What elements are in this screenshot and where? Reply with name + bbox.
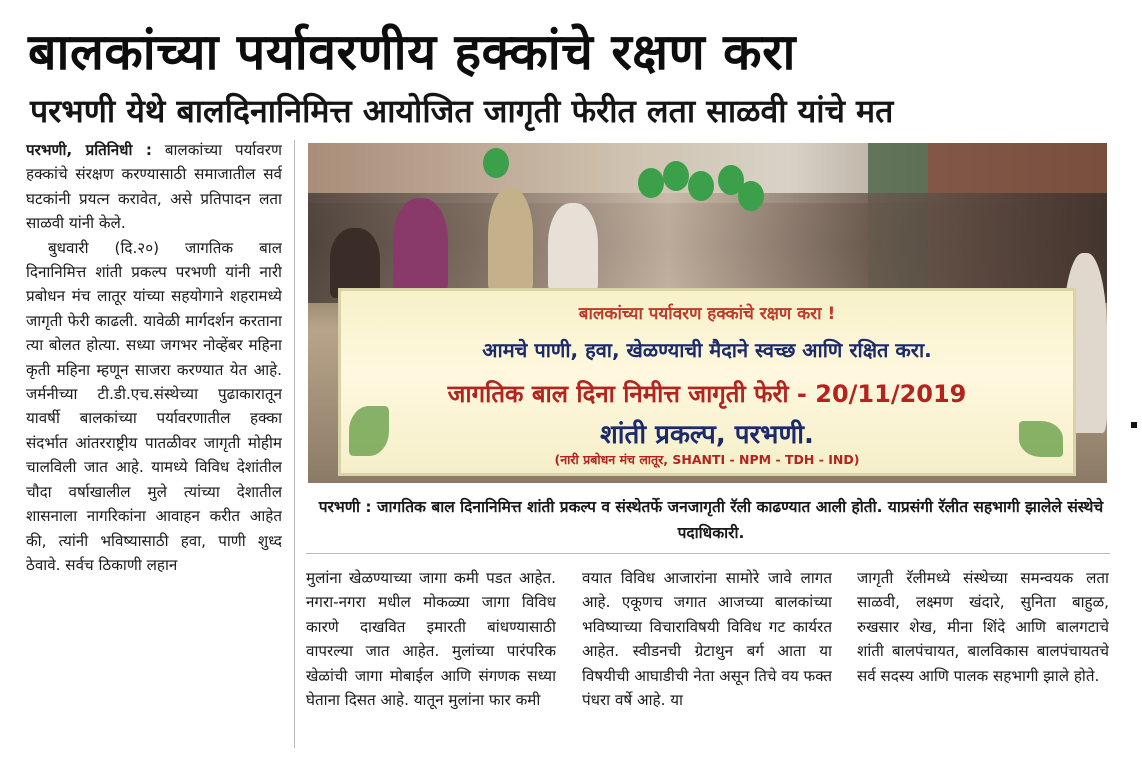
balloon-icon — [483, 148, 509, 178]
banner-line-1: बालकांच्या पर्यावरण हक्कांचे रक्षण करा ! — [578, 304, 836, 324]
subheadline: परभणी येथे बालदिनानिमित्त आयोजित जागृती फेरीत लता साळवी यांचे मत — [30, 92, 894, 130]
banner-line-5: (नारी प्रबोधन मंच लातूर, SHANTI - NPM - TDH - IND) — [554, 452, 860, 467]
margin-mark — [1131, 422, 1137, 428]
news-photo — [308, 143, 1107, 483]
lead-paragraph: बालकांच्या पर्यावरण हक्कांचे संरक्षण करण्यासाठी समाजातील सर्व घटकांनी प्रयत्न करावेत, असे प्रतिपादन लता साळवी यांनी केले. — [26, 141, 282, 233]
photo-caption: परभणी : जागतिक बाल दिनानिमित्त शांती प्रकल्प व संस्थेतर्फे जनजागृती रॅली काढण्यात आली होती. याप्रसंगी रॅलीत सहभागी झालेले संस्थेचे पदाधिकारी. — [318, 498, 1104, 542]
banner-line-3: जागतिक बाल दिना निमीत्त जागृती फेरी - 20/11/2019 — [447, 380, 967, 408]
article-column-2 — [306, 566, 556, 746]
dateline: परभणी, प्रतिनिधी : — [26, 141, 152, 159]
article-column-3 — [582, 566, 832, 746]
article-column-1 — [26, 138, 282, 748]
article-column-4 — [857, 566, 1109, 746]
balloon-icon — [663, 161, 689, 191]
balloon-icon — [688, 171, 714, 201]
person-figure — [393, 198, 448, 293]
person-figure — [488, 188, 533, 293]
banner-line-2: आमचे पाणी, हवा, खेळण्याची मैदाने स्वच्छ आणि रक्षित करा. — [482, 338, 932, 362]
body-paragraph: जागृती रॅलीमध्ये संस्थेच्या समन्वयक लता साळवी, लक्ष्मण खंदारे, सुनिता बाहुळ, रुखसार शेख, मीना शिंदे आणि बालगटाचे शांती बालपंचायत, बालविकास बालपंचायतचे सर्व सदस्य आणि पालक सहभागी झाले होते. — [857, 569, 1109, 685]
caption-divider — [306, 553, 1110, 554]
body-paragraph: मुलांना खेळण्याच्या जागा कमी पडत आहेत. नगरा-नगरा मधील मोकळ्या जागा विविध कारणे दाखवित इमारती बांधण्यासाठी वापरल्या जात आहेत. मुलांच्या पारंपरिक खेळांची जागा मोबाईल आणि संगणक सध्या घेताना दिसत आहे. यातून मुलांना फार कमी — [306, 569, 556, 710]
balloon-icon — [638, 168, 664, 198]
body-paragraph: वयात विविध आजारांना सामोरे जावे लागत आहे. एकूणच जगात आजच्या बालकांच्या भविष्याच्या विचाराविषयी विविध गट कार्यरत आहेत. स्वीडनची ग्रेटाथुन बर्ग आता या विषयीची आघाडीची नेता असून तिचे वय फक्त पंधरा वर्षे आहे. या — [582, 569, 832, 710]
person-figure — [548, 203, 598, 293]
headline: बालकांच्या पर्यावरणीय हक्कांचे रक्षण करा — [28, 23, 796, 81]
body-paragraph: बुधवारी (दि.२०) जागतिक बाल दिनानिमित्त शांती प्रकल्प परभणी यांनी नारी प्रबोधन मंच लातूर यांच्या सहयोगाने शहरामध्ये जागृती फेरी काढली. यावेळी मार्गदर्शन करताना त्या बोलत होत्या. सध्या जगभर नोव्हेंबर महिना कृती महिना म्हणून साजरा करण्यात येत आहे. जर्मनीच्या टी.डी.एच.संस्थेच्या पुढाकारातून यावर्षी बालकांच्या पर्यावरणातील हक्का संदर्भात आंतरराष्ट्रीय पातळीवर जागृती मोहीम चालविली जात आहे. यामध्ये विविध देशांतील चौदा वर्षाखालील मुले त्यांच्या देशातील शासनाला नागरिकांना आवाहन करीत आहेत की, त्यांनी भविष्यासाठी हवा, पाणी शुध्द ठेवावे. सर्वच ठिकाणी लहान — [26, 238, 282, 574]
column-divider — [294, 140, 295, 748]
balloon-icon — [738, 181, 764, 211]
banner-line-4: शांती प्रकल्प, परभणी. — [600, 420, 814, 450]
rally-banner — [338, 288, 1076, 476]
